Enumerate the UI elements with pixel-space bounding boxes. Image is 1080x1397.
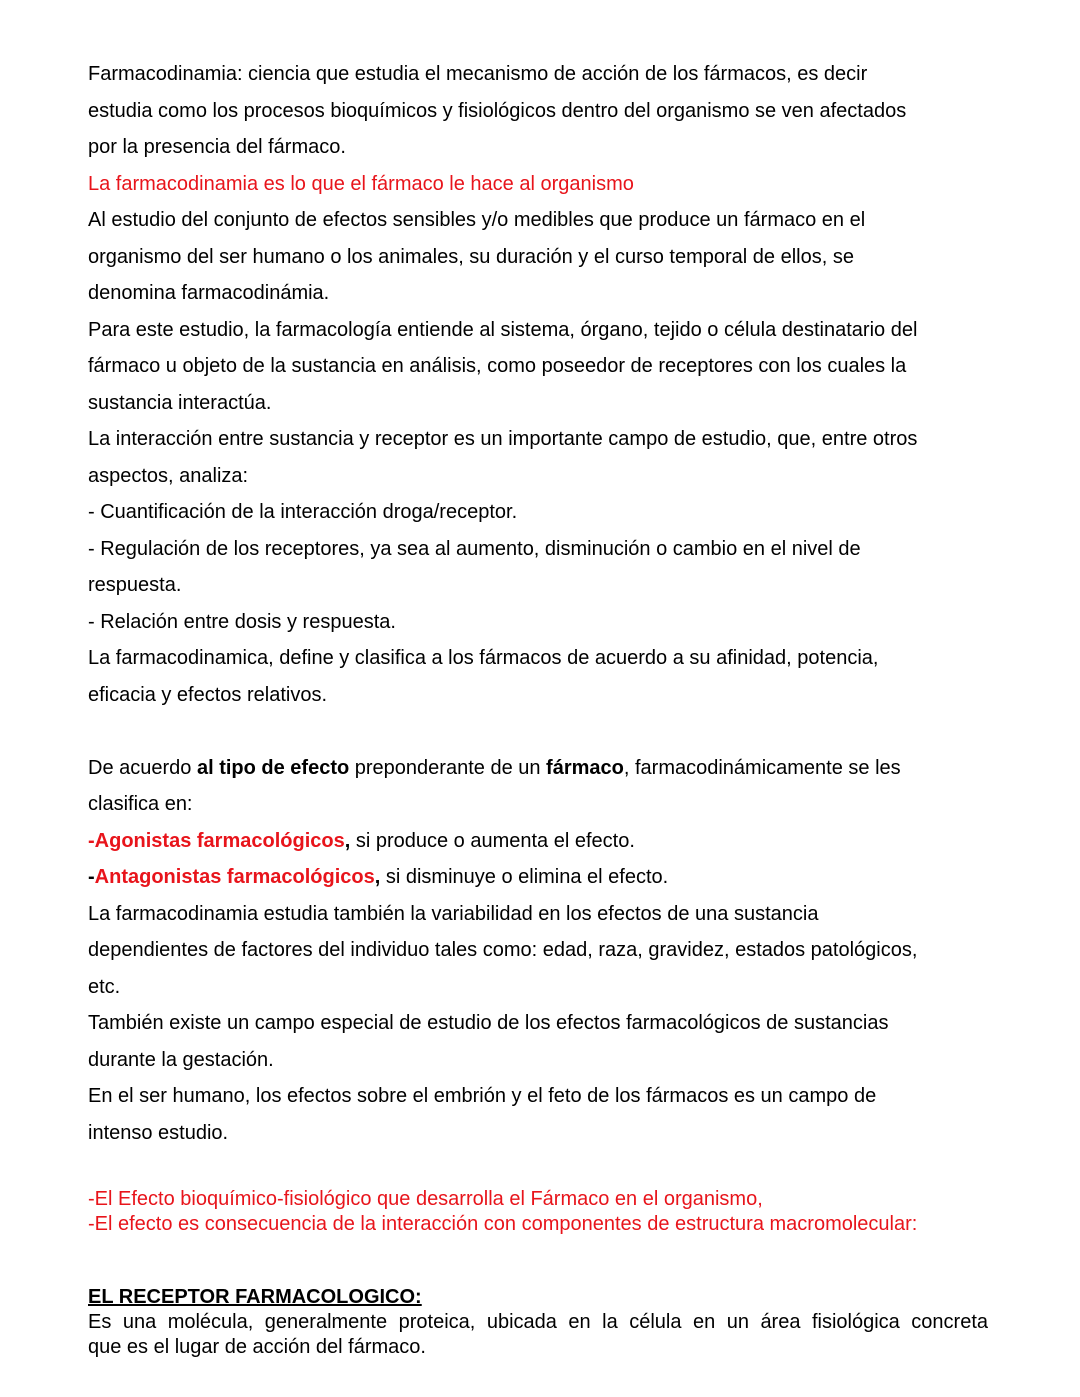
list-item: - Regulación de los receptores, ya sea al aumento, disminución o cambio en el nivel de [88, 537, 861, 560]
paragraph-line: Para este estudio, la farmacología entiende al sistema, órgano, tejido o célula destinatario del [88, 318, 918, 341]
bold-text: al tipo de efecto [196, 756, 350, 779]
highlight-line: La farmacodinamia es lo que el fármaco le hace al organismo [88, 172, 634, 195]
paragraph-line: durante la gestación. [88, 1048, 274, 1071]
highlight-line: -El efecto es consecuencia de la interacción con componentes de estructura macromolecular: [88, 1213, 918, 1235]
classification-intro [88, 750, 988, 787]
text-run: si produce o aumenta el efecto. [350, 829, 635, 852]
text-run: De acuerdo [88, 756, 197, 779]
paragraph-line: denomina farmacodinámia. [88, 282, 330, 304]
text-run: si disminuye o elimina el efecto. [380, 866, 669, 888]
list-item: - Cuantificación de la interacción droga/receptor. [88, 501, 518, 523]
paragraph-line: etc. [88, 975, 121, 998]
text-run: , farmacodinámicamente se les [623, 756, 901, 779]
text-run: , [374, 866, 381, 888]
paragraph-line: La farmacodinamia estudia también la variabilidad en los efectos de una sustancia [88, 902, 819, 925]
agonist-term: -Agonistas farmacológicos [88, 829, 345, 852]
list-item: - Relación entre dosis y respuesta. [88, 610, 396, 633]
paragraph-line: dependientes de factores del individuo tales como: edad, raza, gravidez, estados patológicos, [88, 939, 918, 961]
paragraph-line: eficacia y efectos relativos. [88, 683, 327, 706]
paragraph-line: También existe un campo especial de estudio de los efectos farmacológicos de sustancias [88, 1012, 889, 1034]
document-page [88, 56, 988, 1360]
paragraph-line: sustancia interactúa. [88, 391, 272, 414]
antagonist-term: Antagonistas farmacológicos [94, 866, 375, 888]
paragraph-line: fármaco u objeto de la sustancia en análisis, como poseedor de receptores con los cuales la [88, 355, 907, 377]
agonist-item [88, 823, 988, 860]
paragraph-line: En el ser humano, los efectos sobre el embrión y el feto de los fármacos es un campo de [88, 1085, 877, 1107]
definition-line: Es una molécula, generalmente proteica, ubicada en la célula en un área fisiológica concreta [88, 1311, 988, 1333]
definition-line: que es el lugar de acción del fármaco. [88, 1336, 426, 1358]
paragraph-line: organismo del ser humano o los animales, su duración y el curso temporal de ellos, se [88, 245, 854, 268]
paragraph-line: La farmacodinamica, define y clasifica a los fármacos de acuerdo a su afinidad, potencia, [88, 647, 879, 669]
antagonist-item [88, 859, 988, 896]
list-item: respuesta. [88, 574, 182, 596]
paragraph-line: intenso estudio. [88, 1121, 229, 1144]
paragraph-line: Farmacodinamia: ciencia que estudia el mecanismo de acción de los fármacos, es decir [88, 63, 868, 85]
paragraph-line: por la presencia del fármaco. [88, 136, 346, 158]
paragraph-line: estudia como los procesos bioquímicos y fisiológicos dentro del organismo se ven afectados [88, 99, 907, 122]
highlight-line: -El Efecto bioquímico-fisiológico que desarrolla el Fármaco en el organismo, [88, 1188, 763, 1210]
spacer [88, 1237, 988, 1285]
text-run: , [344, 829, 351, 852]
section-heading: EL RECEPTOR FARMACOLOGICO: [88, 1286, 422, 1308]
bold-text: fármaco [546, 756, 624, 779]
paragraph-line: aspectos, analiza: [88, 464, 249, 487]
paragraph-line: La interacción entre sustancia y receptor es un importante campo de estudio, que, entre otros [88, 428, 918, 450]
spacer [88, 1151, 988, 1187]
paragraph-line: Al estudio del conjunto de efectos sensibles y/o medibles que produce un fármaco en el [88, 209, 866, 231]
text-run: - [88, 866, 95, 888]
spacer [88, 713, 988, 750]
text-run: preponderante de un [349, 756, 547, 779]
paragraph-line: clasifica en: [88, 793, 193, 815]
